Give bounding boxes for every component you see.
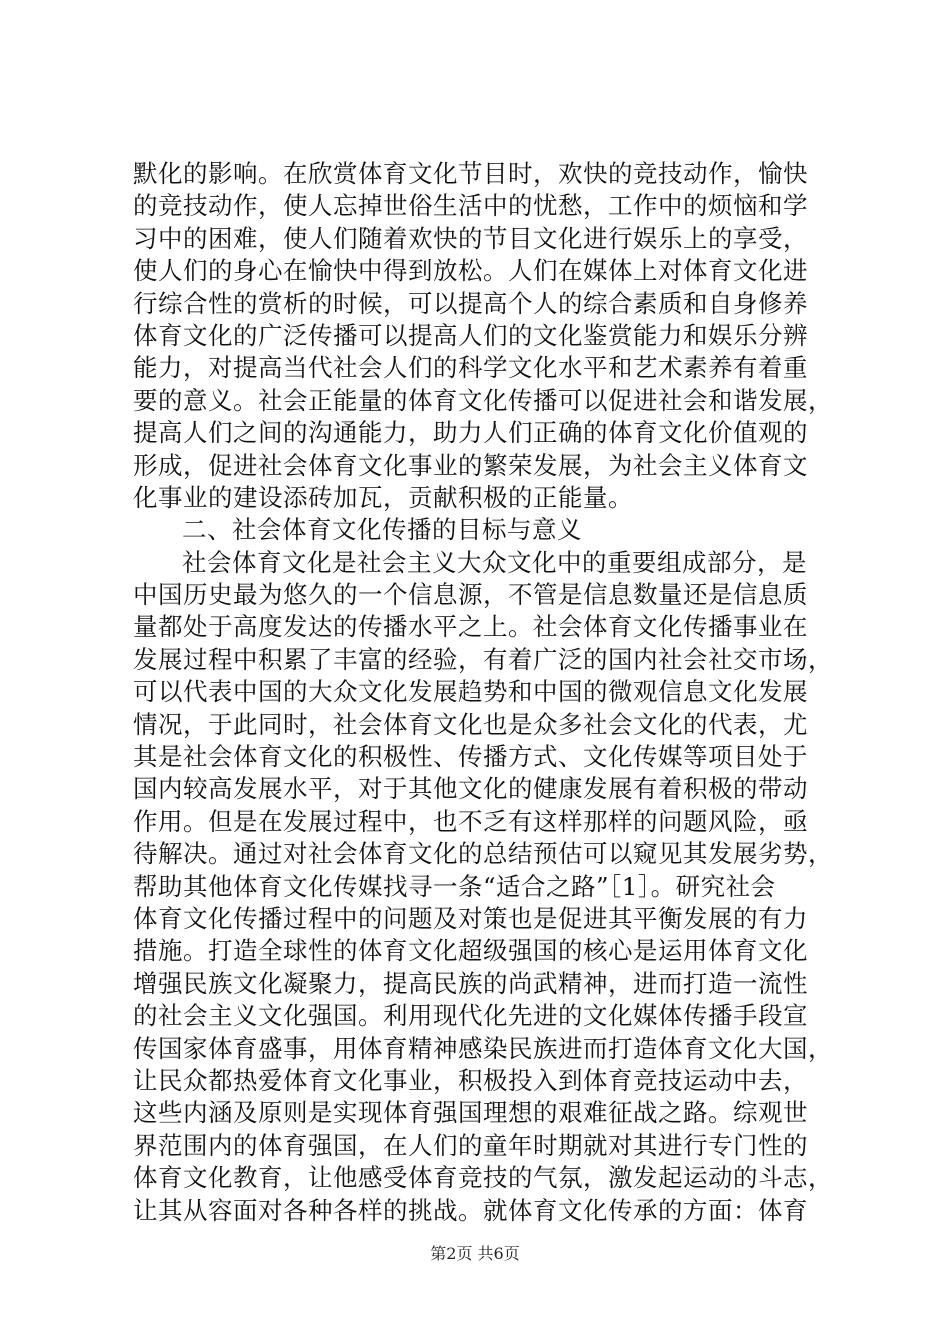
text-line: 作用。但是在发展过程中，也不乏有这样那样的问题风险，亟 [133,806,808,836]
text-line: 体育文化传播过程中的问题及对策也是促进其平衡发展的有力 [133,903,808,933]
text-line: 行综合性的赏析的时候，可以提高个人的综合素质和自身修养 [133,288,808,318]
text-line: 量都处于高度发达的传播水平之上。社会体育文化传播事业在 [133,612,808,642]
text-line: 中国历史最为悠久的一个信息源，不管是信息数量还是信息质 [133,580,808,610]
text-line: 这些内涵及原则是实现体育强国理想的艰难征战之路。综观世 [133,1098,808,1128]
text-line: 要的意义。社会正能量的体育文化传播可以促进社会和谐发展， [133,385,833,415]
text-line: 措施。打造全球性的体育文化超级强国的核心是运用体育文化 [133,936,808,966]
text-line: 发展过程中积累了丰富的经验，有着广泛的国内社会社交市场， [133,644,833,674]
text-line: 能力，对提高当代社会人们的科学文化水平和艺术素养有着重 [133,353,808,383]
text-line: 默化的影响。在欣赏体育文化节目时，欢快的竞技动作，愉快 [133,159,808,188]
text-line: 让其从容面对各种各样的挑战。就体育文化传承的方面：体育 [133,1195,808,1225]
text-line: 的社会主义文化强国。利用现代化先进的文化媒体传播手段宣 [133,1001,808,1031]
text-line: 让民众都热爱体育文化事业，积极投入到体育竞技运动中去， [133,1065,808,1095]
text-line: 传国家体育盛事，用体育精神感染民族进而打造体育文化大国， [133,1033,833,1063]
text-line: 体育文化的广泛传播可以提高人们的文化鉴赏能力和娱乐分辨 [133,320,808,350]
text-line: 化事业的建设添砖加瓦，贡献积极的正能量。 [133,482,633,512]
text-line: 的竞技动作，使人忘掉世俗生活中的忧愁，工作中的烦恼和学 [133,191,808,221]
text-line: 情况，于此同时，社会体育文化也是众多社会文化的代表，尤 [133,709,808,739]
text-line: 界范围内的体育强国，在人们的童年时期就对其进行专门性的 [133,1130,808,1160]
text-line: 使人们的身心在愉快中得到放松。人们在媒体上对体育文化进 [133,256,808,286]
text-line: 体育文化教育，让他感受体育竞技的气氛，激发起运动的斗志， [133,1163,833,1193]
text-line: 帮助其他体育文化传媒找寻一条“适合之路”［1］。研究社会 [133,871,776,901]
text-line: 国内较高发展水平，对于其他文化的健康发展有着积极的带动 [133,774,808,804]
text-line: 可以代表中国的大众文化发展趋势和中国的微观信息文化发展 [133,677,808,707]
text-line: 其是社会体育文化的积极性、传播方式、文化传媒等项目处于 [133,742,808,772]
text-line: 形成，促进社会体育文化事业的繁荣发展，为社会主义体育文 [133,450,808,480]
body-text [133,158,833,1227]
text-line: 习中的困难，使人们随着欢快的节目文化进行娱乐上的享受， [133,223,808,253]
text-line: 提高人们之间的沟通能力，助力人们正确的体育文化价值观的 [133,418,808,448]
paragraph-first-line: 社会体育文化是社会主义大众文化中的重要组成部分，是 [182,547,807,577]
text-line: 待解决。通过对社会体育文化的总结预估可以窥见其发展劣势， [133,839,833,869]
paragraph-first-line: 二、社会体育文化传播的目标与意义 [182,515,582,545]
page-footer: 第2页 共6页 [430,1244,520,1263]
text-line: 增强民族文化凝聚力，提高民族的尚武精神，进而打造一流性 [133,968,808,998]
